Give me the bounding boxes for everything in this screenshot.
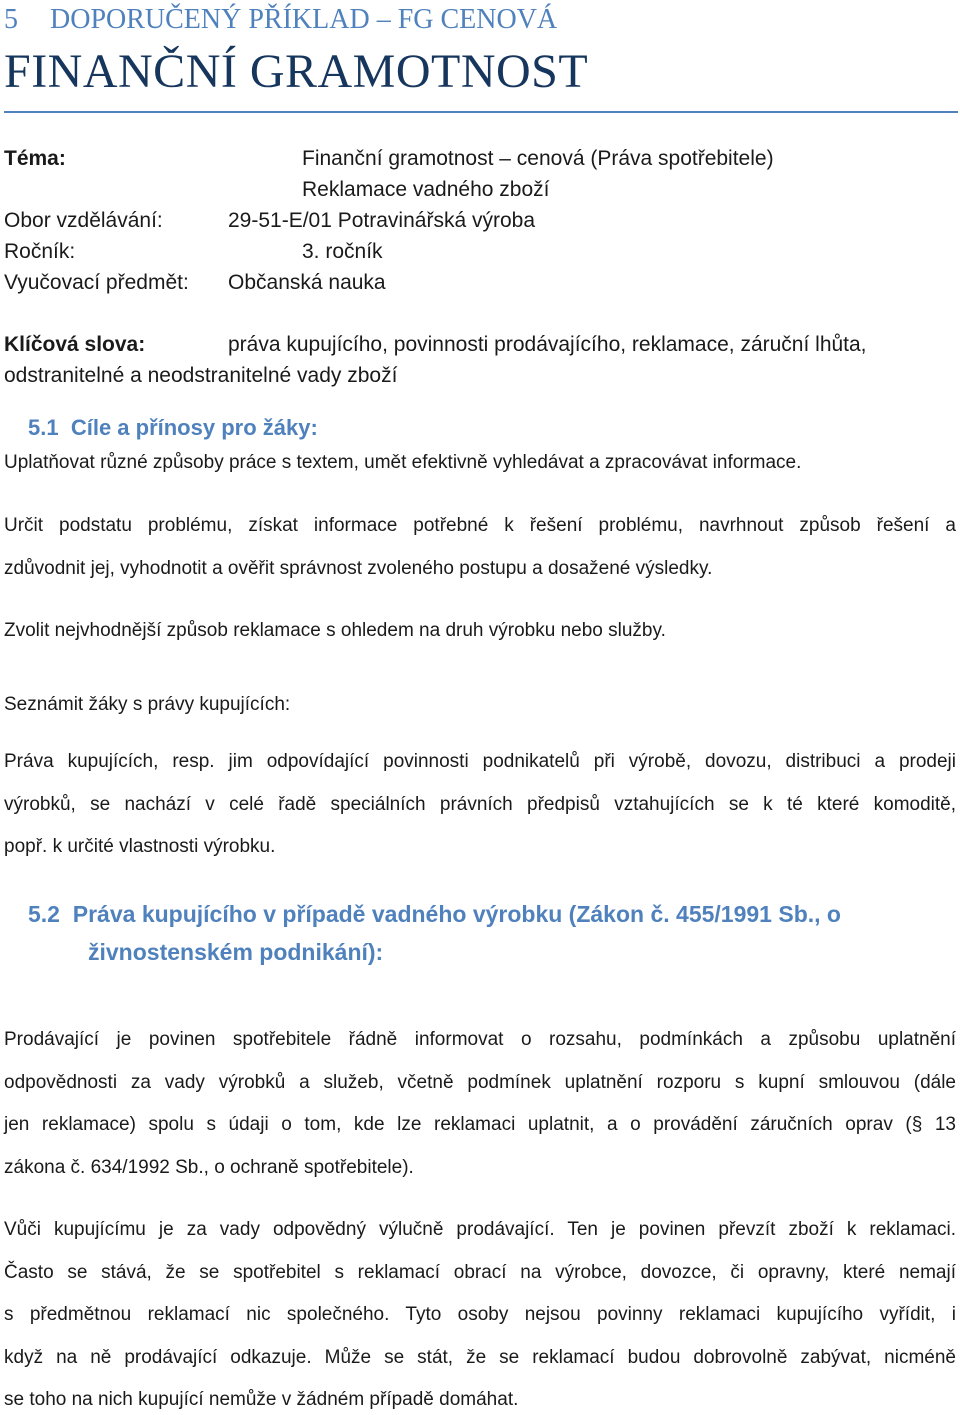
section-5-2-title-line-1: Práva kupujícího v případě vadného výrobku (Zákon č. 455/1991 Sb., o: [72, 901, 841, 927]
seller-paragraph-line-1: Prodávající je povinen spotřebitele řádně informovat o rozsahu, podmínkách a způsobu uplatnění: [4, 1029, 956, 1050]
tema-label: Téma:: [4, 147, 66, 170]
section-5-1-heading: [28, 415, 318, 441]
goal-paragraph-2-line-1: Určit podstatu problému, získat informace potřebné k řešení problému, navrhnout způsob řešení a: [4, 515, 956, 536]
predmet-label: Vyučovací předmět:: [4, 271, 189, 294]
section-5-2-heading: [28, 901, 841, 928]
seller-paragraph-line-3: jen reklamace) spolu s údaji o tom, kde lze reklamaci uplatnit, a o provádění záručních oprav (§ 13: [4, 1114, 956, 1135]
liability-paragraph-line-4: když na ně prodávající odkazuje. Může se stát, že se reklamací budou dobrovolně zabývat, nicméně: [4, 1347, 956, 1368]
section-5-1-title: Cíle a přínosy pro žáky:: [70, 415, 318, 440]
chapter-heading: [4, 4, 557, 36]
goal-paragraph-3: Zvolit nejvhodnější způsob reklamace s ohledem na druh výrobku nebo služby.: [4, 620, 666, 641]
main-title: FINANČNÍ GRAMOTNOST: [4, 45, 589, 98]
klicova-label: Klíčová slova:: [4, 333, 146, 356]
liability-paragraph-line-3: s předmětnou reklamací nic společného. Tyto osoby nejsou povinny reklamaci kupujícího vyřídit, i: [4, 1304, 956, 1325]
goal-paragraph-2-line-2: zdůvodnit jej, vyhodnotit a ověřit správnost zvoleného postupu a dosažené výsledky.: [4, 558, 713, 579]
title-divider: [4, 111, 958, 113]
obor-label: Obor vzdělávání:: [4, 209, 163, 232]
goal-paragraph-4: Seznámit žáky s právy kupujících:: [4, 694, 291, 715]
liability-paragraph-line-2: Často se stává, že se spotřebitel s reklamací obrací na výrobce, dovozce, či opravny, které nemají: [4, 1262, 956, 1283]
klicova-value-2: odstranitelné a neodstranitelné vady zboží: [4, 364, 398, 387]
section-5-1-number: 5.1: [28, 415, 59, 440]
tema-value-1: Finanční gramotnost – cenová (Práva spotřebitele): [302, 147, 774, 170]
obor-value: 29-51-E/01 Potravinářská výroba: [228, 209, 535, 232]
goal-paragraph-1: Uplatňovat různé způsoby práce s textem, umět efektivně vyhledávat a zpracovávat informace.: [4, 452, 802, 473]
section-5-2-title-line-2: živnostenském podnikání):: [88, 939, 384, 965]
rocnik-value: 3. ročník: [302, 240, 383, 263]
rights-paragraph-line-3: popř. k určité vlastnosti výrobku.: [4, 836, 276, 857]
liability-paragraph-line-5: se toho na nich kupující nemůže v žádném případě domáhat.: [4, 1389, 519, 1410]
predmet-value: Občanská nauka: [228, 271, 386, 294]
seller-paragraph-line-2: odpovědnosti za vady výrobků a služeb, včetně podmínek uplatnění rozporu s kupní smlouvou (dále: [4, 1072, 956, 1093]
rocnik-label: Ročník:: [4, 240, 76, 263]
rights-paragraph-line-2: výrobků, se nachází v celé řadě speciálních právních předpisů vztahujících se k té které komoditě,: [4, 794, 956, 815]
tema-value-2: Reklamace vadného zboží: [302, 178, 550, 201]
liability-paragraph-line-1: Vůči kupujícímu je za vady odpovědný výlučně prodávající. Ten je povinen převzít zboží k reklamaci.: [4, 1219, 956, 1240]
chapter-title: DOPORUČENÝ PŘÍKLAD – FG CENOVÁ: [50, 4, 558, 35]
klicova-value-1: práva kupujícího, povinnosti prodávajícího, reklamace, záruční lhůta,: [228, 333, 867, 356]
section-5-2-number: 5.2: [28, 901, 60, 927]
seller-paragraph-line-4: zákona č. 634/1992 Sb., o ochraně spotřebitele).: [4, 1157, 414, 1178]
rights-paragraph-line-1: Práva kupujících, resp. jim odpovídající povinnosti podnikatelů při výrobě, dovozu, distribuci a prodeji: [4, 751, 956, 772]
chapter-number: 5: [4, 4, 18, 35]
